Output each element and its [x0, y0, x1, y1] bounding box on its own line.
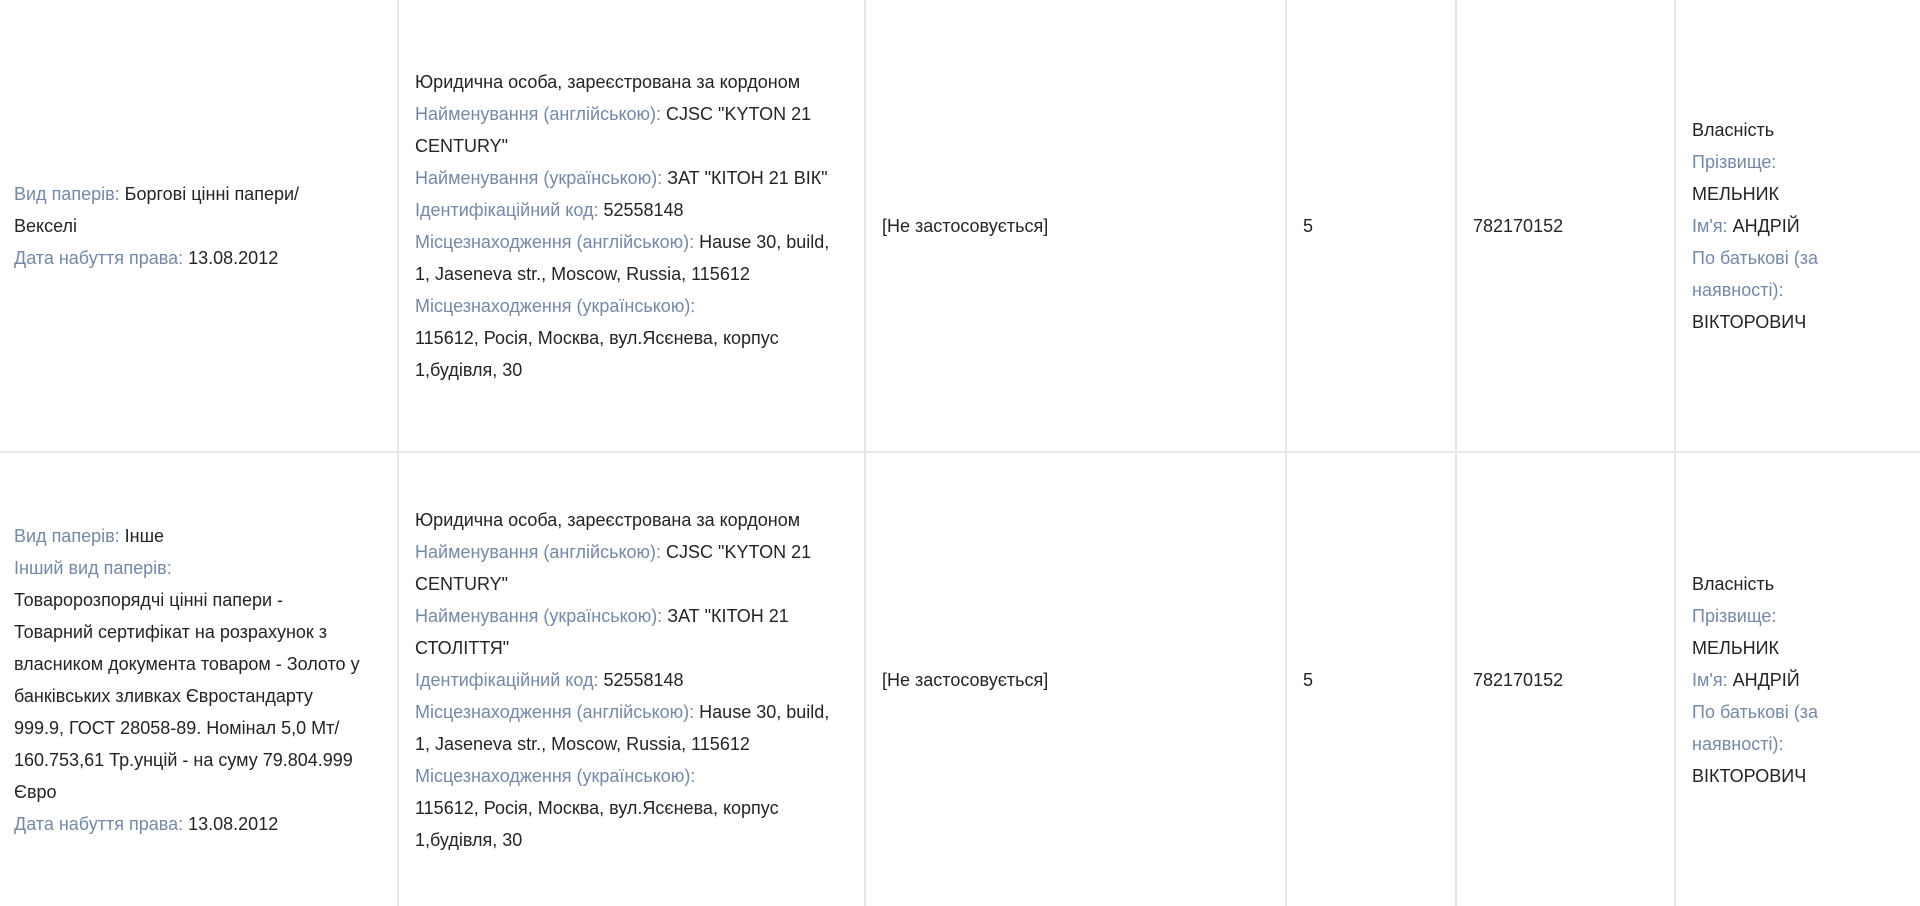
field-value: CJSC "KYTON 21 CENTURY"	[415, 103, 812, 156]
issuer-field	[415, 194, 834, 226]
field-value: ВІКТОРОВИЧ	[1692, 765, 1807, 786]
issuer-field	[415, 162, 834, 194]
field-value: 52558148	[603, 199, 684, 220]
issuer-field	[415, 600, 834, 664]
rights-info-value: [Не застосовується]	[882, 669, 1049, 690]
securities-row	[0, 452, 1920, 906]
nominal-value: 782170152	[1473, 669, 1564, 690]
field-value: АНДРІЙ	[1732, 215, 1800, 236]
issuer-field	[415, 226, 834, 290]
owner-field	[1692, 242, 1904, 338]
field-label: По батькові (за наявності):	[1692, 701, 1818, 754]
field-label: Вид паперів:	[14, 183, 120, 204]
field-value: Hause 30, build, 1, Jaseneva str., Moscow, Russia, 115612	[415, 231, 830, 284]
papers-field	[14, 808, 363, 840]
rights-info-cell	[865, 452, 1286, 906]
field-value: Товаророзпорядчі цінні папери - Товарний сертифікат на розрахунок з власником документа товаром - Золото у банківських зливках Євростандарту 999.9, ГОСТ 28058-89. Номінал 5,0 Мт/ 160.753,61 Тр.унцій - на суму 79.804.999 Євро	[14, 589, 360, 802]
field-label: Ім'я:	[1692, 669, 1728, 690]
field-label: Найменування (українською):	[415, 167, 663, 188]
quantity-value: 5	[1303, 669, 1314, 690]
field-label: Інший вид паперів:	[14, 557, 172, 578]
field-value: 13.08.2012	[188, 813, 279, 834]
issuer-type	[415, 66, 834, 98]
papers-field	[14, 242, 363, 274]
issuer-field	[415, 664, 834, 696]
issuer-field	[415, 760, 834, 856]
field-label: Місцезнаходження (англійською):	[415, 701, 695, 722]
field-value: ЗАТ "КІТОН 21 ВІК"	[667, 167, 828, 188]
owner-rights-type	[1692, 114, 1904, 146]
field-label: Дата набуття права:	[14, 813, 184, 834]
quantity-cell	[1286, 452, 1456, 906]
owner-field	[1692, 600, 1904, 664]
rights-info-value: [Не застосовується]	[882, 215, 1049, 236]
owner-rights-type	[1692, 568, 1904, 600]
field-label: Місцезнаходження (українською):	[415, 295, 696, 316]
field-label: Ідентифікаційний код:	[415, 199, 599, 220]
field-value: 13.08.2012	[188, 247, 279, 268]
field-value: Власність	[1692, 119, 1775, 140]
field-value: Власність	[1692, 573, 1775, 594]
field-value: МЕЛЬНИК	[1692, 637, 1780, 658]
field-value: Боргові цінні папери/ Векселі	[14, 183, 300, 236]
issuer-field	[415, 98, 834, 162]
field-value: 115612, Росія, Москва, вул.Ясєнева, корпус 1,будівля, 30	[415, 327, 779, 380]
field-value: Юридична особа, зареєстрована за кордоном	[415, 509, 801, 530]
papers-field	[14, 552, 363, 808]
issuer-cell	[398, 0, 865, 452]
field-label: Найменування (українською):	[415, 605, 663, 626]
owner-cell	[1675, 452, 1920, 906]
issuer-field	[415, 290, 834, 386]
issuer-cell	[398, 452, 865, 906]
field-label: Дата набуття права:	[14, 247, 184, 268]
papers-field	[14, 520, 363, 552]
owner-cell	[1675, 0, 1920, 452]
field-label: Найменування (англійською):	[415, 103, 662, 124]
field-value: Юридична особа, зареєстрована за кордоном	[415, 71, 801, 92]
rights-info-cell	[865, 0, 1286, 452]
nominal-value-cell	[1456, 0, 1675, 452]
quantity-cell	[1286, 0, 1456, 452]
field-value: Hause 30, build, 1, Jaseneva str., Moscow, Russia, 115612	[415, 701, 830, 754]
field-label: Вид паперів:	[14, 525, 120, 546]
field-value: АНДРІЙ	[1732, 669, 1800, 690]
field-value: ВІКТОРОВИЧ	[1692, 311, 1807, 332]
nominal-value: 782170152	[1473, 215, 1564, 236]
field-label: Найменування (англійською):	[415, 541, 662, 562]
field-value: ЗАТ "КІТОН 21 СТОЛІТТЯ"	[415, 605, 789, 658]
field-label: Прізвище:	[1692, 605, 1777, 626]
owner-field	[1692, 210, 1904, 242]
owner-field	[1692, 664, 1904, 696]
field-value: 52558148	[603, 669, 684, 690]
owner-field	[1692, 696, 1904, 792]
papers-type-cell	[0, 0, 398, 452]
field-label: Місцезнаходження (українською):	[415, 765, 696, 786]
issuer-type	[415, 504, 834, 536]
field-label: Ім'я:	[1692, 215, 1728, 236]
field-label: Ідентифікаційний код:	[415, 669, 599, 690]
quantity-value: 5	[1303, 215, 1314, 236]
issuer-field	[415, 536, 834, 600]
field-value: 115612, Росія, Москва, вул.Ясєнева, корпус 1,будівля, 30	[415, 797, 779, 850]
field-value: МЕЛЬНИК	[1692, 183, 1780, 204]
field-value: Інше	[124, 525, 165, 546]
nominal-value-cell	[1456, 452, 1675, 906]
issuer-field	[415, 696, 834, 760]
field-label: Місцезнаходження (англійською):	[415, 231, 695, 252]
owner-field	[1692, 146, 1904, 210]
field-label: Прізвище:	[1692, 151, 1777, 172]
papers-field	[14, 178, 363, 242]
field-label: По батькові (за наявності):	[1692, 247, 1818, 300]
field-value: CJSC "KYTON 21 CENTURY"	[415, 541, 812, 594]
papers-type-cell	[0, 452, 398, 906]
securities-row	[0, 0, 1920, 452]
